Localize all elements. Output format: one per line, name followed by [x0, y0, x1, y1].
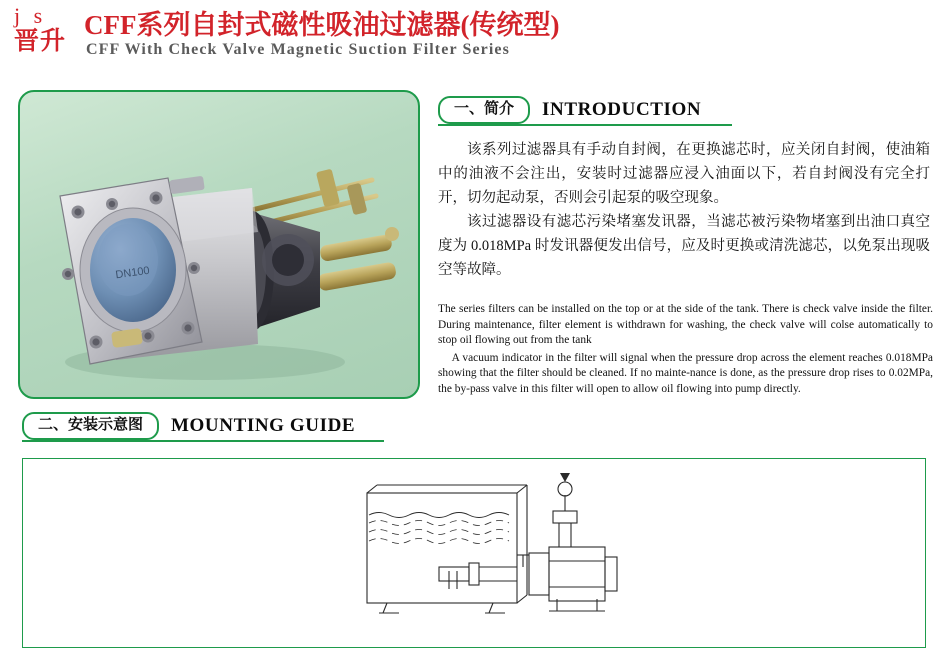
introduction-section-header [438, 96, 701, 124]
intro-en-paragraph-2: A vacuum indicator in the filter will signal when the pressure drop across the element reaches 0.018MPa showing that the filter should be cleaned. If no mainte-nance is done, as the pressure drop rises to 0.02MPa, the by-pass valve in this filter will open to allow oil flowing into pump directly. [438, 351, 933, 395]
mounting-underline [22, 440, 384, 442]
page-title-english: CFF With Check Valve Magnetic Suction Filter Series [86, 41, 510, 58]
mounting-diagram [353, 471, 683, 636]
filter-product-illustration [20, 92, 418, 397]
intro-cn-paragraph-2: 该过滤器设有滤芯污染堵塞发讯器，当滤芯被污染物堵塞到出油口真空度为 0.018MPa 时发讯器便发出信号，应及时更换或清洗滤芯，以免泵出现吸空等故障。 [438, 214, 930, 278]
introduction-tag-chinese: 一、简介 [438, 96, 530, 124]
mounting-tag-english: MOUNTING GUIDE [171, 415, 356, 436]
page-header [0, 0, 950, 78]
intro-en-paragraph-1: The series filters can be installed on the top or at the side of the tank. There is check valve inside the filter. During maintenance, filter element is withdrawn for washing, the check valve will colse automatically to stop oil flowing out from the tank [438, 303, 933, 346]
company-logo [14, 4, 74, 55]
introduction-english-text [438, 302, 933, 399]
logo-latin-text: j s [14, 3, 47, 28]
mounting-guide-box [22, 458, 926, 648]
introduction-underline [438, 124, 732, 126]
page-title-chinese: CFF系列自封式磁性吸油过滤器(传统型) [84, 10, 560, 40]
mounting-tag-chinese: 二、安装示意图 [22, 412, 159, 440]
product-label-text: DN100 [114, 264, 151, 282]
mounting-section-header [22, 412, 355, 440]
product-photo-panel [18, 90, 420, 399]
introduction-chinese-text [438, 138, 930, 282]
logo-chinese-text: 晋升 [14, 28, 67, 55]
introduction-tag-english: INTRODUCTION [542, 99, 702, 120]
intro-cn-paragraph-1: 该系列过滤器具有手动自封阀，在更换滤芯时，应关闭自封阀，使油箱中的油液不会注出，安装时过滤器应浸入油面以下，若自封阀没有完全打开，切勿起动泵，否则会引起泵的吸空现象。 [438, 142, 930, 206]
